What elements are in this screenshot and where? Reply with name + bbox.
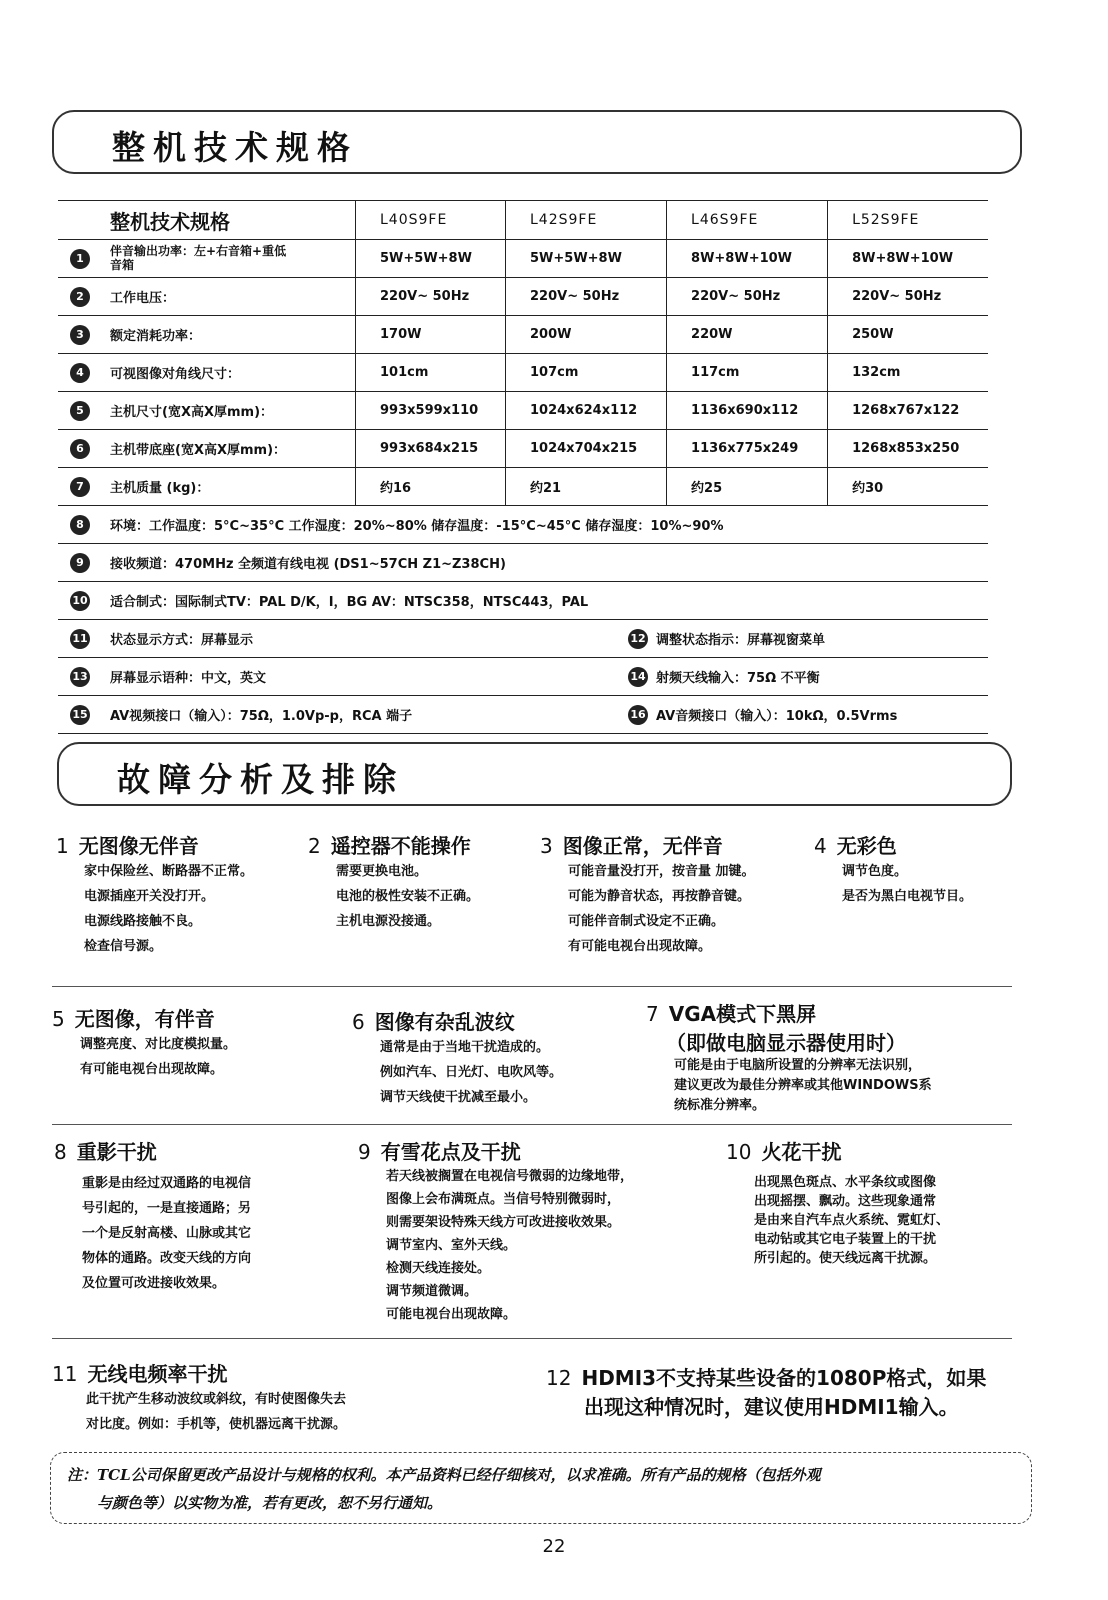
fault-lines <box>726 1165 949 1268</box>
spec-value: 132cm <box>828 354 988 392</box>
fault-item-6 <box>352 1006 562 1110</box>
fault-line: 及位置可改进接收效果。 <box>82 1276 226 1291</box>
fault-line: 一个是反射高楼、山脉或其它 <box>82 1226 252 1241</box>
fault-lines <box>52 1032 236 1082</box>
fault-line: 电源线路接触不良。 <box>84 914 202 929</box>
item-number: 16 <box>628 705 648 725</box>
fault-line: 可能电视台出现故障。 <box>386 1307 517 1322</box>
fault-item-12 <box>546 1362 986 1420</box>
spec-right-item <box>628 620 825 657</box>
spec-label-text: 工作电压： <box>110 291 176 306</box>
disclaimer-note <box>50 1452 1032 1524</box>
spec-label <box>58 278 356 316</box>
spec-value: 5W+5W+8W <box>506 240 667 278</box>
fault-lines <box>54 1165 251 1296</box>
spec-wide-row <box>58 620 988 658</box>
item-number: 14 <box>628 667 648 687</box>
item-number: 6 <box>70 439 90 459</box>
fault-item-1 <box>56 830 253 959</box>
spec-right-item <box>628 658 820 695</box>
spec-wide-text: 适合制式：国际制式TV：PAL D/K，I，BG AV：NTSC358，NTSC443，PAL <box>110 595 589 610</box>
spec-value: 约16 <box>356 468 506 506</box>
fault-title: 有雪花点及干扰 <box>380 1140 521 1164</box>
fault-line: 调节室内、室外天线。 <box>386 1238 517 1253</box>
spec-wide-row <box>58 658 988 696</box>
spec-value: 170W <box>356 316 506 354</box>
spec-row <box>58 240 988 278</box>
spec-label <box>58 354 356 392</box>
spec-row <box>58 316 988 354</box>
fault-item-10 <box>726 1136 949 1268</box>
spec-right-text: AV音频接口（输入）：10kΩ，0.5Vrms <box>656 709 898 724</box>
spec-value: 1024x704x215 <box>506 430 667 468</box>
spec-label-text: 伴音输出功率：左+右音箱+重低音箱 <box>110 244 287 272</box>
spec-row <box>58 430 988 468</box>
fault-number: 9 <box>358 1140 371 1164</box>
note-line: 注：TCL公司保留更改产品设计与规格的权利。本产品资料已经仔细核对，以求准确。所有产品的规格（包括外观 <box>67 1466 821 1484</box>
fault-line: 所引起的。使天线远离干扰源。 <box>754 1251 937 1266</box>
item-number: 10 <box>70 591 90 611</box>
fault-title: 火花干扰 <box>761 1140 842 1164</box>
item-number: 5 <box>70 401 90 421</box>
model-name: L46S9FE <box>667 201 828 240</box>
spec-value: 5W+5W+8W <box>356 240 506 278</box>
spec-value: 约21 <box>506 468 667 506</box>
spec-value: 约25 <box>667 468 828 506</box>
fault-lines <box>646 1056 932 1116</box>
fault-number: 8 <box>54 1140 67 1164</box>
spec-wide-row <box>58 696 988 734</box>
spec-header-row <box>58 201 988 240</box>
fault-lines <box>814 859 972 909</box>
spec-table <box>58 200 988 734</box>
spec-value: 1136x775x249 <box>667 430 828 468</box>
fault-line: 是由来自汽车点火系统、霓虹灯、 <box>754 1213 950 1228</box>
fault-line: 主机电源没接通。 <box>336 914 441 929</box>
fault-line: 图像上会布满斑点。当信号特别微弱时， <box>386 1192 621 1207</box>
divider <box>52 1338 1012 1339</box>
fault-line: 调整亮度、对比度模拟量。 <box>80 1037 237 1052</box>
fault-lines <box>358 1165 633 1326</box>
divider <box>52 986 1012 987</box>
spec-label-text: 主机质量 (kg)： <box>110 481 210 496</box>
spec-header-label: 整机技术规格 <box>58 201 356 240</box>
spec-label <box>58 468 356 506</box>
spec-row <box>58 278 988 316</box>
item-number: 9 <box>70 553 90 573</box>
spec-label <box>58 430 356 468</box>
fault-number: 1 <box>56 834 69 858</box>
model-name: L40S9FE <box>356 201 506 240</box>
item-number: 1 <box>70 249 90 269</box>
fault-title-line2: 出现这种情况时，建议使用HDMI1输入。 <box>584 1395 959 1419</box>
fault-number: 5 <box>52 1007 65 1031</box>
fault-title: 无线电频率干扰 <box>87 1362 228 1386</box>
spec-row <box>58 392 988 430</box>
spec-value: 220V~ 50Hz <box>356 278 506 316</box>
fault-title: 图像有杂乱波纹 <box>374 1010 515 1034</box>
spec-label <box>58 316 356 354</box>
spec-row <box>58 468 988 506</box>
spec-wide-cell <box>58 506 988 544</box>
fault-line: 若天线被搁置在电视信号微弱的边缘地带， <box>386 1169 634 1184</box>
fault-line: 可能音量没打开，按音量 加键。 <box>568 864 755 879</box>
fault-section-title <box>57 742 1012 806</box>
fault-title: 重影干扰 <box>76 1140 157 1164</box>
spec-value: 约30 <box>828 468 988 506</box>
spec-value: 220V~ 50Hz <box>506 278 667 316</box>
fault-title: HDMI3不支持某些设备的1080P格式，如果 <box>581 1366 987 1390</box>
fault-lines <box>540 859 755 959</box>
fault-title: VGA模式下黑屏 <box>668 1002 817 1026</box>
fault-number: 7 <box>646 1002 659 1026</box>
spec-wide-text: 屏幕显示语种：中文，英文 <box>110 671 267 686</box>
fault-item-9 <box>358 1136 633 1326</box>
spec-label-text: 额定消耗功率： <box>110 329 202 344</box>
fault-title: 图像正常，无伴音 <box>562 834 723 858</box>
fault-line: 需要更换电池。 <box>336 864 428 879</box>
fault-line: 对比度。例如：手机等，使机器远离干扰源。 <box>86 1417 347 1432</box>
fault-line: 则需要架设特殊天线方可改进接收效果。 <box>386 1215 621 1230</box>
fault-number: 10 <box>726 1140 752 1164</box>
spec-right-text: 调整状态指示：屏幕视窗菜单 <box>656 633 826 648</box>
fault-line: 重影是由经过双通路的电视信 <box>82 1176 252 1191</box>
spec-right-text: 射频天线输入：75Ω 不平衡 <box>656 671 820 686</box>
fault-section-title-text: 故障分析及排除 <box>117 760 404 799</box>
spec-value: 101cm <box>356 354 506 392</box>
item-number: 3 <box>70 325 90 345</box>
fault-number: 11 <box>52 1362 78 1386</box>
spec-wide-text: 接收频道：470MHz 全频道有线电视 (DS1~57CH Z1~Z38CH) <box>110 557 506 572</box>
spec-value: 8W+8W+10W <box>828 240 988 278</box>
spec-value: 220V~ 50Hz <box>828 278 988 316</box>
spec-value: 200W <box>506 316 667 354</box>
fault-lines <box>352 1035 562 1110</box>
spec-wide-row <box>58 544 988 582</box>
spec-row <box>58 354 988 392</box>
fault-title: 无图像，有伴音 <box>74 1007 215 1031</box>
spec-wide-text: 状态显示方式：屏幕显示 <box>110 633 254 648</box>
item-number: 4 <box>70 363 90 383</box>
item-number: 12 <box>628 629 648 649</box>
fault-lines <box>56 859 253 959</box>
spec-value: 1024x624x112 <box>506 392 667 430</box>
spec-wide-row <box>58 582 988 620</box>
item-number: 8 <box>70 515 90 535</box>
fault-title-line2: （即做电脑显示器使用时） <box>666 1031 906 1055</box>
fault-title: 无彩色 <box>836 834 897 858</box>
fault-item-8 <box>54 1136 251 1296</box>
fault-line: 有可能电视台出现故障。 <box>80 1062 224 1077</box>
fault-line: 出现黑色斑点、水平条纹或图像 <box>754 1175 937 1190</box>
spec-value: 1136x690x112 <box>667 392 828 430</box>
spec-wide-row <box>58 506 988 544</box>
fault-lines <box>52 1387 346 1437</box>
fault-item-2 <box>308 830 479 934</box>
divider <box>52 1124 1012 1125</box>
spec-wide-cell <box>58 544 988 582</box>
fault-line: 可能伴音制式设定不正确。 <box>568 914 725 929</box>
fault-line: 调节频道微调。 <box>386 1284 478 1299</box>
spec-value: 1268x767x122 <box>828 392 988 430</box>
model-name: L42S9FE <box>506 201 667 240</box>
spec-section-title-text: 整机技术规格 <box>112 128 358 167</box>
spec-value: 993x684x215 <box>356 430 506 468</box>
spec-wide-text: 环境：工作温度：5°C~35°C 工作湿度：20%~80% 储存温度：-15°C~45°C 储存湿度：10%~90% <box>110 519 724 534</box>
spec-label-text: 主机带底座(宽X高X厚mm)： <box>110 443 287 458</box>
fault-line: 电源插座开关没打开。 <box>84 889 215 904</box>
fault-line: 调节天线使干扰减至最小。 <box>380 1090 537 1105</box>
fault-item-5 <box>52 1003 236 1082</box>
spec-value: 250W <box>828 316 988 354</box>
spec-section-title <box>52 110 1022 174</box>
fault-number: 2 <box>308 834 321 858</box>
fault-line: 有可能电视台出现故障。 <box>568 939 712 954</box>
spec-label-text: 主机尺寸(宽X高X厚mm)： <box>110 405 274 420</box>
fault-line: 调节色度。 <box>842 864 908 879</box>
fault-number: 12 <box>546 1366 572 1390</box>
item-number: 13 <box>70 667 90 687</box>
fault-title: 遥控器不能操作 <box>330 834 471 858</box>
fault-line: 物体的通路。改变天线的方向 <box>82 1251 252 1266</box>
fault-lines <box>308 859 479 934</box>
spec-label <box>58 392 356 430</box>
item-number: 7 <box>70 477 90 497</box>
spec-value: 220V~ 50Hz <box>667 278 828 316</box>
fault-line: 家中保险丝、断路器不正常。 <box>84 864 254 879</box>
fault-line: 是否为黑白电视节目。 <box>842 889 973 904</box>
item-number: 11 <box>70 629 90 649</box>
spec-value: 220W <box>667 316 828 354</box>
spec-wide-cell <box>58 658 988 696</box>
fault-line: 此干扰产生移动波纹或斜纹，有时使图像失去 <box>86 1392 347 1407</box>
spec-value: 117cm <box>667 354 828 392</box>
spec-value: 107cm <box>506 354 667 392</box>
fault-line: 统标准分辨率。 <box>674 1098 766 1113</box>
fault-line: 检查信号源。 <box>84 939 163 954</box>
spec-wide-cell <box>58 582 988 620</box>
fault-number: 4 <box>814 834 827 858</box>
fault-line: 可能为静音状态，再按静音键。 <box>568 889 751 904</box>
fault-line: 号引起的，一是直接通路；另 <box>82 1201 252 1216</box>
fault-number: 6 <box>352 1010 365 1034</box>
spec-value: 993x599x110 <box>356 392 506 430</box>
note-line: 与颜色等）以实物为准，若有更改，恕不另行通知。 <box>97 1494 443 1512</box>
spec-wide-cell <box>58 696 988 734</box>
fault-line: 检测天线连接处。 <box>386 1261 491 1276</box>
fault-line: 例如汽车、日光灯、电吹风等。 <box>380 1065 563 1080</box>
model-name: L52S9FE <box>828 201 988 240</box>
fault-line: 通常是由于当地干扰造成的。 <box>380 1040 550 1055</box>
fault-item-7 <box>646 998 932 1116</box>
fault-line: 电动钻或其它电子装置上的干扰 <box>754 1232 937 1247</box>
spec-right-item <box>628 696 897 733</box>
spec-wide-text: AV视频接口（输入）：75Ω，1.0Vp-p，RCA 端子 <box>110 709 413 724</box>
fault-item-11 <box>52 1358 346 1437</box>
spec-label <box>58 240 356 278</box>
fault-line: 建议更改为最佳分辨率或其他WINDOWS系 <box>674 1078 932 1093</box>
fault-item-4 <box>814 830 972 909</box>
fault-line: 电池的极性安装不正确。 <box>336 889 480 904</box>
fault-title: 无图像无伴音 <box>78 834 199 858</box>
spec-value: 1268x853x250 <box>828 430 988 468</box>
spec-wide-cell <box>58 620 988 658</box>
item-number: 15 <box>70 705 90 725</box>
spec-value: 8W+8W+10W <box>667 240 828 278</box>
fault-line: 出现摇摆、飘动。这些现象通常 <box>754 1194 937 1209</box>
fault-number: 3 <box>540 834 553 858</box>
spec-label-text: 可视图像对角线尺寸： <box>110 367 241 382</box>
fault-line: 可能是由于电脑所设置的分辨率无法识别， <box>674 1058 922 1073</box>
fault-item-3 <box>540 830 755 959</box>
item-number: 2 <box>70 287 90 307</box>
page-number: 22 <box>542 1536 566 1557</box>
